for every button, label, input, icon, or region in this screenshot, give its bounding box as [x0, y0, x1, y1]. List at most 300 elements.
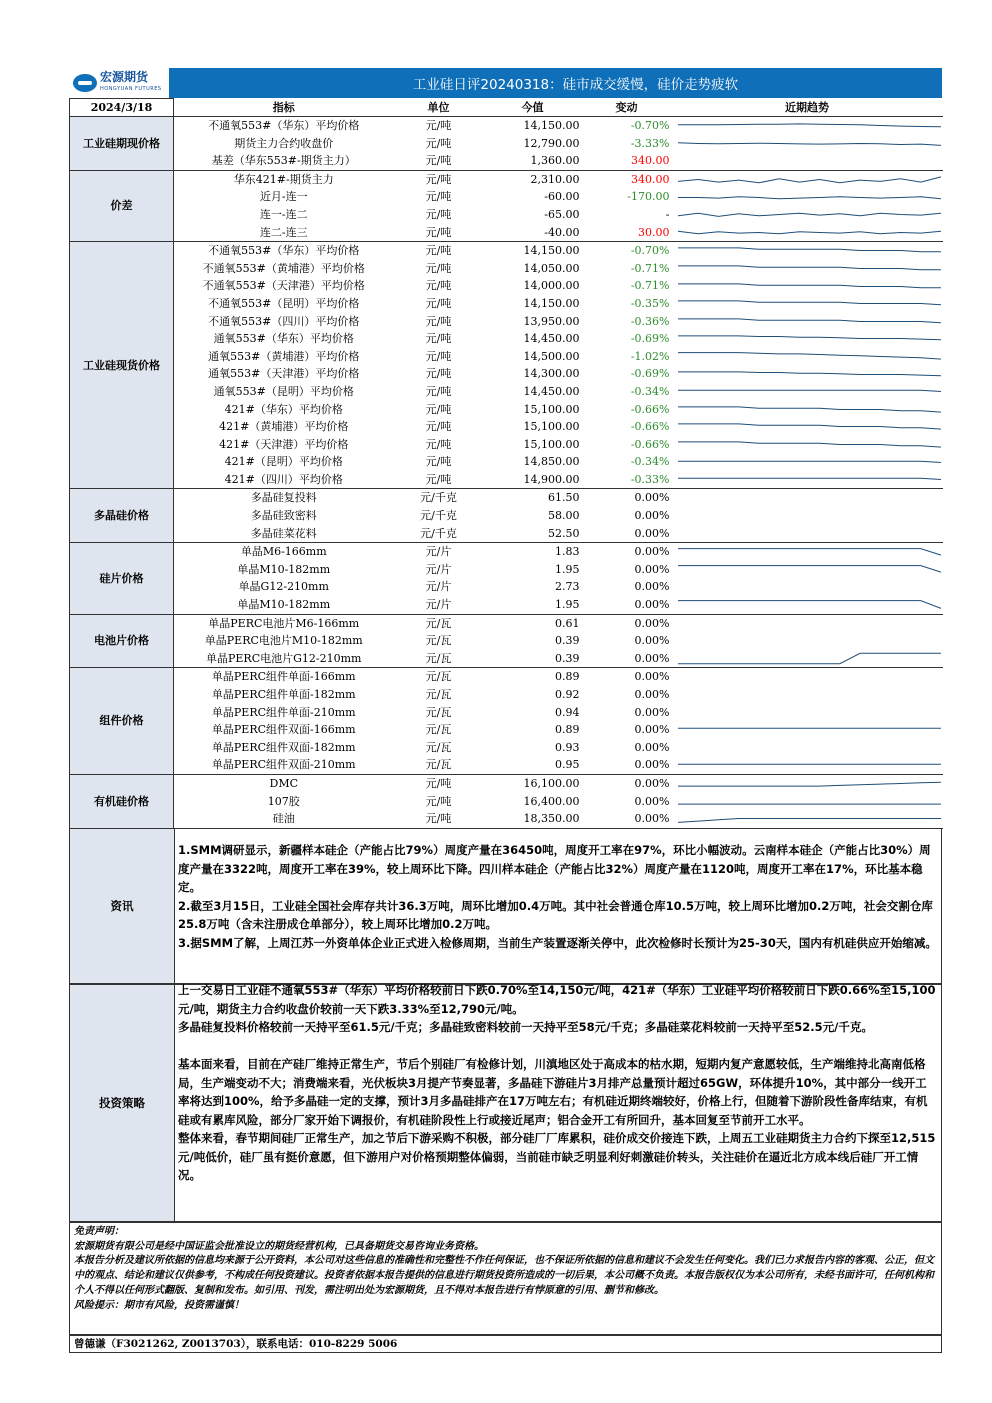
indicator-name: 421#（华东）平均价格 — [224, 402, 343, 416]
sparkline-path — [678, 353, 941, 360]
unit-cell: 元/吨 — [394, 471, 484, 489]
sparkline-path — [678, 601, 941, 609]
trend-cell — [672, 739, 943, 757]
indicator-name: 421#（天津港）平均价格 — [219, 437, 349, 451]
sparkline — [674, 490, 943, 507]
table-row — [70, 793, 943, 811]
value-cell: 0.89 — [555, 670, 580, 684]
sparkline-path — [678, 478, 941, 479]
table-row — [70, 260, 943, 278]
value-cell: 1,360.00 — [484, 152, 582, 170]
value-cell: 14,300.00 — [523, 367, 580, 381]
value-cell: 61.50 — [548, 491, 580, 505]
table-row — [70, 650, 943, 668]
sparkline — [674, 793, 943, 810]
table-row — [70, 206, 943, 224]
table-row — [70, 686, 943, 704]
unit-cell: 元/瓦 — [425, 634, 452, 648]
change-cell: -3.33% — [630, 136, 670, 150]
value-cell: 12,790.00 — [523, 136, 580, 150]
trend-cell — [672, 401, 943, 419]
unit-cell: 元/片 — [394, 596, 484, 614]
table-row — [70, 739, 943, 757]
table-row — [70, 543, 943, 561]
disclaimer-text — [74, 1240, 937, 1314]
table-row — [70, 152, 943, 170]
sparkline-path — [678, 390, 941, 391]
value-cell: 0.61 — [555, 616, 580, 630]
sparkline-path — [678, 319, 941, 323]
indicator-name: 单晶M10-182mm — [237, 562, 331, 576]
value-cell: 14,500.00 — [523, 349, 580, 363]
table-row — [70, 330, 943, 348]
strategy-paragraph: 多晶硅复投料价格较前一天持平至61.5元/千克；多晶硅致密料较前一天持平至58元/千克；多晶硅菜花料较前一天持平至52.5元/千克。 — [178, 1020, 873, 1034]
sparkline — [674, 775, 943, 792]
strategy-body — [174, 979, 941, 1221]
change-cell: 0.00% — [634, 545, 670, 559]
unit-cell: 元/吨 — [425, 296, 452, 310]
value-cell: 15,100.00 — [523, 420, 580, 434]
indicator-name: 连二-连三 — [174, 224, 394, 242]
change-cell: 0.00% — [634, 634, 670, 648]
change-cell: 30.00 — [582, 224, 672, 242]
trend-cell — [672, 418, 943, 436]
indicator-name: 通氧553#（昆明）平均价格 — [213, 384, 354, 398]
trend-cell — [672, 453, 943, 471]
sparkline — [674, 596, 943, 613]
change-cell: 0.00% — [634, 509, 670, 523]
sparkline-path — [678, 284, 941, 288]
change-cell: -0.70% — [630, 244, 670, 258]
indicator-name: 不通氧553#（华东）平均价格 — [208, 119, 360, 132]
value-cell: 2,310.00 — [530, 172, 580, 186]
sparkline-path — [678, 442, 941, 447]
report-title: 工业硅日评20240318：硅市成交缓慢，硅价走势疲软 — [412, 77, 739, 93]
table-row — [70, 295, 943, 313]
indicator-name: 单晶G12-210mm — [238, 580, 329, 594]
change-cell: -0.34% — [630, 455, 670, 469]
table-row — [70, 810, 943, 828]
change-cell: 0.00% — [634, 562, 670, 576]
sparkline-path — [678, 196, 941, 198]
change-cell: 0.00% — [634, 705, 670, 719]
trend-cell — [672, 704, 943, 722]
indicator-name: 多晶硅致密料 — [250, 509, 317, 523]
value-cell: 58.00 — [548, 509, 580, 523]
indicator-name: 多晶硅复投料 — [250, 491, 317, 505]
change-cell: -0.66% — [630, 437, 670, 451]
news-label: 资讯 — [70, 829, 175, 983]
value-cell: 14,150.00 — [523, 296, 580, 310]
value-cell: 14,150.00 — [523, 119, 580, 132]
trend-cell — [672, 277, 943, 295]
table-row — [70, 596, 943, 614]
sparkline — [674, 189, 943, 206]
disclaimer-heading: 免责声明： — [74, 1226, 124, 1237]
value-cell: 14,000.00 — [523, 279, 580, 293]
value-cell: 0.92 — [555, 688, 580, 701]
trend-cell — [672, 721, 943, 739]
unit-cell: 元/吨 — [425, 455, 452, 469]
change-cell: 0.00% — [634, 740, 670, 754]
sparkline-path — [678, 653, 941, 663]
sparkline-path — [678, 782, 941, 786]
sparkline — [674, 152, 943, 169]
unit-cell: 元/瓦 — [425, 616, 452, 630]
change-cell: 0.00% — [582, 525, 672, 543]
change-cell: -1.02% — [630, 349, 670, 363]
change-cell: -0.71% — [630, 261, 670, 275]
report-title-bar — [169, 68, 942, 98]
value-cell: 1.95 — [555, 562, 580, 576]
sparkline — [674, 544, 943, 561]
indicator-name: 华东421#-期货主力 — [233, 172, 334, 186]
change-cell: -0.70% — [630, 119, 670, 132]
change-cell: -0.34% — [630, 384, 670, 398]
value-cell: -65.00 — [544, 207, 580, 221]
unit-cell: 元/吨 — [425, 402, 452, 416]
value-cell: 16,400.00 — [523, 794, 580, 808]
value-cell: 15,100.00 — [523, 402, 580, 416]
trend-cell — [672, 188, 943, 206]
report-header — [69, 68, 942, 98]
sparkline — [674, 330, 943, 347]
strategy-paragraph: 上一交易日工业硅不通氧553#（华东）平均价格较前日下跌0.70%至14,150元/吨，421#（华东）工业硅平均价格较前日下跌0.66%至15,100元/吨，期货主力合约收盘价较前一天下跌3.33%至12,790元/吨。 — [178, 983, 936, 1016]
sparkline-path — [678, 461, 941, 462]
table-row — [70, 365, 943, 383]
value-cell: 13,950.00 — [523, 314, 580, 328]
sparkline — [674, 117, 943, 134]
indicator-name: 不通氧553#（四川）平均价格 — [208, 314, 360, 328]
header-value: 今值 — [484, 99, 582, 117]
strategy-label: 投资策略 — [70, 985, 175, 1221]
unit-cell: 元/片 — [425, 545, 452, 559]
sparkline-path — [678, 301, 941, 305]
value-cell: 1.95 — [484, 596, 582, 614]
value-cell: 0.93 — [555, 740, 580, 754]
category-label: 工业硅现货价格 — [70, 242, 174, 489]
change-cell: -0.66% — [630, 402, 670, 416]
category-label: 电池片价格 — [70, 614, 174, 668]
header-date: 2024/3/18 — [70, 99, 174, 117]
unit-cell: 元/吨 — [425, 136, 452, 150]
table-row — [70, 453, 943, 471]
unit-cell: 元/瓦 — [394, 650, 484, 668]
trend-cell — [672, 348, 943, 366]
table-row — [70, 401, 943, 419]
sparkline — [674, 224, 943, 241]
news-body — [174, 829, 941, 983]
trend-cell — [672, 614, 943, 632]
table-row — [70, 313, 943, 331]
sparkline-path — [678, 124, 941, 127]
logo-name: 宏源期货 — [100, 70, 149, 84]
value-cell: 0.94 — [555, 705, 580, 719]
table-row — [70, 704, 943, 722]
change-cell: 0.00% — [634, 491, 670, 505]
table-row — [70, 489, 943, 507]
table-row — [70, 614, 943, 632]
trend-cell — [672, 224, 943, 242]
change-cell: -0.69% — [630, 367, 670, 381]
unit-cell: 元/吨 — [425, 384, 452, 398]
trend-cell — [672, 596, 943, 614]
sparkline — [674, 561, 943, 578]
table-row — [70, 721, 943, 739]
change-cell: -0.69% — [630, 332, 670, 346]
sparkline — [674, 525, 943, 542]
news-paragraph: 3.据SMM了解，上周江苏一外资单体企业正式进入检修周期，当前生产装置逐渐关停中，此次检修时长预计为25-30天，国内有机硅供应开始缩减。 — [178, 935, 937, 950]
indicator-name: 单晶PERC组件单面-182mm — [211, 688, 356, 701]
unit-cell: 元/瓦 — [425, 740, 452, 754]
sparkline — [674, 278, 943, 295]
category-label: 硅片价格 — [70, 543, 174, 614]
author-contact: 曾德谦（F3021262, Z0013703），联系电话：010-8229 5006 — [69, 1335, 942, 1353]
category-label: 工业硅期现价格 — [70, 117, 174, 171]
sparkline — [674, 721, 943, 738]
unit-cell: 元/吨 — [425, 314, 452, 328]
indicator-name: 不通氧553#（黄埔港）平均价格 — [202, 261, 365, 275]
sparkline-path — [678, 177, 941, 183]
trend-cell — [672, 383, 943, 401]
unit-cell: 元/吨 — [394, 152, 484, 170]
indicator-name: 单晶PERC电池片M10-182mm — [204, 634, 363, 648]
value-cell: 0.89 — [555, 723, 580, 737]
trend-cell — [672, 774, 943, 792]
table-row — [70, 471, 943, 489]
unit-cell: 元/吨 — [394, 810, 484, 828]
trend-cell — [672, 489, 943, 507]
unit-cell: 元/吨 — [425, 349, 452, 363]
table-row — [70, 348, 943, 366]
table-row — [70, 277, 943, 295]
trend-cell — [672, 578, 943, 596]
disclaimer-section — [69, 1222, 942, 1335]
unit-cell: 元/吨 — [425, 244, 452, 258]
value-cell: 0.39 — [555, 634, 580, 648]
change-cell: 0.00% — [582, 650, 672, 668]
trend-cell — [672, 152, 943, 170]
sparkline-path — [678, 143, 941, 146]
unit-cell: 元/片 — [425, 562, 452, 576]
sparkline — [674, 650, 943, 667]
sparkline-path — [678, 566, 941, 573]
sparkline — [674, 383, 943, 400]
indicator-name: 107胶 — [267, 794, 300, 808]
table-row — [70, 668, 943, 686]
table-row — [70, 525, 943, 543]
value-cell: 14,900.00 — [484, 471, 582, 489]
change-cell: 0.00% — [634, 723, 670, 737]
sparkline — [674, 366, 943, 383]
trend-cell — [672, 365, 943, 383]
trend-cell — [672, 295, 943, 313]
category-label: 多晶硅价格 — [70, 489, 174, 543]
trend-cell — [672, 170, 943, 188]
indicator-name: 不通氧553#（华东）平均价格 — [208, 244, 360, 258]
header-indicator: 指标 — [174, 99, 394, 117]
indicator-name: 不通氧553#（昆明）平均价格 — [208, 296, 360, 310]
change-cell: -170.00 — [627, 190, 670, 204]
change-cell: 0.00% — [634, 776, 670, 790]
change-cell: 0.00% — [582, 756, 672, 774]
sparkline — [674, 507, 943, 524]
change-cell: -0.36% — [630, 314, 670, 328]
change-cell: 0.00% — [634, 670, 670, 684]
indicator-name: 单晶PERC组件双面-166mm — [211, 723, 356, 737]
indicator-name: 近月-连一 — [259, 190, 308, 204]
unit-cell: 元/瓦 — [394, 756, 484, 774]
sparkline — [674, 454, 943, 471]
sparkline-path — [678, 231, 941, 234]
unit-cell: 元/吨 — [425, 261, 452, 275]
sparkline — [674, 348, 943, 365]
unit-cell: 元/千克 — [420, 509, 457, 523]
indicator-name: 连一-连二 — [259, 207, 308, 221]
news-paragraph: 1.SMM调研显示，新疆样本硅企（产能占比79%）周度产量在36450吨，周度开工率在97%，环比小幅波动。云南样本硅企（产能占比30%）周度产量在3322吨，周度开工率在39%，较上周环比下降。四川样本硅企（产能占比32%）周度产量在1120吨，周度开工率在17%，环比基本稳定。 — [178, 843, 931, 894]
indicator-name: 421#（昆明）平均价格 — [224, 455, 343, 469]
sparkline-path — [678, 372, 941, 376]
unit-cell: 元/瓦 — [425, 705, 452, 719]
strategy-paragraph: 整体来看，春节期间硅厂正常生产，加之节后下游采购不积极，部分硅厂厂库累积，硅价成交价接连下跌，上周五工业硅期货主力合约下探至12,515元/吨低价，硅厂虽有挺价意愿，但下游用户对价格预期整体偏弱，当前硅市缺乏明显利好刺激硅价转头，关注硅价在逼近北方成本线后硅厂开工情况。 — [178, 1131, 936, 1182]
header-unit: 单位 — [394, 99, 484, 117]
trend-cell — [672, 668, 943, 686]
sparkline — [674, 418, 943, 435]
sparkline — [674, 633, 943, 650]
table-row — [70, 507, 943, 525]
indicator-name: 单晶PERC组件单面-166mm — [211, 670, 356, 684]
sparkline — [674, 704, 943, 721]
change-cell: 0.00% — [634, 580, 670, 594]
table-row — [70, 578, 943, 596]
trend-cell — [672, 686, 943, 704]
sparkline — [674, 295, 943, 312]
trend-cell — [672, 135, 943, 153]
trend-cell — [672, 632, 943, 650]
change-cell: 0.00% — [582, 810, 672, 828]
trend-cell — [672, 561, 943, 579]
disclaimer-line: 风险提示：期市有风险，投资需谨慎！ — [74, 1299, 244, 1311]
table-row — [70, 117, 943, 135]
report-page — [69, 68, 942, 1350]
change-cell: 340.00 — [631, 172, 670, 186]
unit-cell: 元/吨 — [425, 207, 452, 221]
strategy-paragraph: 基本面来看，目前在产硅厂维持正常生产，节后个别硅厂有检修计划，川滇地区处于高成本的枯水期，短期内复产意愿较低，生产端维持北高南低格局，生产端变动不大；消费端来看，光伏板块3月提产节奏显著，多晶硅下游硅片3月排产总量预计超过65GW，环体提升10%，其中部分一线开工率将达到100%，给予多晶硅一定的支撑，预计3月多晶硅排产在17万吨左右；有机硅近期终端较好，价格上行，但随着下游阶段性备库结束，有机硅或有累库风险，部分厂家开始下调报价，有机硅阶段性上行或接近尾声；铝合金开工有所回升，基本回复至节前开工水平。 — [178, 1057, 928, 1127]
table-header-row — [70, 99, 943, 117]
table-row — [70, 188, 943, 206]
indicator-name: 期货主力合约收盘价 — [234, 136, 334, 150]
change-cell: 0.00% — [634, 688, 670, 701]
unit-cell: 元/吨 — [425, 776, 452, 790]
indicator-name: 单晶PERC组件单面-210mm — [211, 705, 356, 719]
unit-cell: 元/吨 — [425, 119, 452, 132]
indicator-name: 通氧553#（黄埔港）平均价格 — [208, 349, 360, 363]
news-section — [69, 828, 942, 984]
unit-cell: 元/吨 — [425, 794, 452, 808]
sparkline — [674, 669, 943, 686]
unit-cell: 元/吨 — [425, 332, 452, 346]
change-cell: 0.00% — [634, 616, 670, 630]
trend-cell — [672, 313, 943, 331]
sparkline-path — [678, 407, 941, 412]
sparkline — [674, 206, 943, 223]
unit-cell: 元/吨 — [425, 279, 452, 293]
trend-cell — [672, 436, 943, 454]
disclaimer-line: 本报告分析及建议所依据的信息均来源于公开资料，本公司对这些信息的准确性和完整性不作任何保证，也不保证所依据的信息和建议不会发生任何变化。我们已力求报告内容的客观、公正，但文中的观点、结论和建议仅供参考，不构成任何投资建议。投资者依据本报告提供的信息进行期货投资所造成的一切后果，本公司概不负责。本报告版权仅为本公司所有，未经书面许可，任何机构和个人不得以任何形式翻版、复制和发布。如引用、刊发，需注明出处为宏源期货，且不得对本报告进行有悖原意的引用、删节和修改。 — [74, 1255, 934, 1296]
unit-cell: 元/千克 — [420, 491, 457, 505]
sparkline-path — [678, 266, 941, 270]
indicator-name: 421#（四川）平均价格 — [174, 471, 394, 489]
indicator-name: 不通氧553#（天津港）平均价格 — [202, 279, 365, 293]
trend-cell — [672, 810, 943, 828]
unit-cell: 元/瓦 — [425, 688, 452, 701]
category-label: 有机硅价格 — [70, 774, 174, 828]
indicator-name: 单晶PERC组件双面-182mm — [211, 740, 356, 754]
trend-cell — [672, 242, 943, 260]
value-cell: 2.73 — [555, 580, 580, 594]
unit-cell: 元/片 — [425, 580, 452, 594]
change-cell: 340.00 — [582, 152, 672, 170]
trend-cell — [672, 330, 943, 348]
change-cell: -0.35% — [630, 296, 670, 310]
category-label: 价差 — [70, 170, 174, 241]
trend-cell — [672, 117, 943, 135]
news-paragraph: 2.截至3月15日，工业硅全国社会库存共计36.3万吨，周环比增加0.4万吨。其中社会普通仓库10.5万吨，较上周环比增加0.2万吨，社会交割仓库25.8万吨（含未注册成仓单部分），较上周环比增加0.2万吨。 — [178, 898, 933, 931]
table-row — [70, 418, 943, 436]
unit-cell: 元/吨 — [425, 420, 452, 434]
unit-cell: 元/吨 — [425, 190, 452, 204]
value-cell: 14,450.00 — [523, 384, 580, 398]
sparkline — [674, 615, 943, 632]
sparkline-path — [678, 213, 941, 216]
strategy-section — [69, 984, 942, 1222]
change-cell: -0.33% — [582, 471, 672, 489]
header-change: 变动 — [582, 99, 672, 117]
indicator-name: 单晶M6-166mm — [240, 545, 327, 559]
logo-emblem-icon — [73, 74, 97, 92]
value-cell: 15,100.00 — [523, 437, 580, 451]
unit-cell: 元/瓦 — [425, 670, 452, 684]
change-cell: 0.00% — [634, 794, 670, 808]
value-cell: 0.95 — [484, 756, 582, 774]
trend-cell — [672, 650, 943, 668]
table-row — [70, 756, 943, 774]
value-cell: 14,150.00 — [523, 244, 580, 258]
value-cell: 16,100.00 — [523, 776, 580, 790]
value-cell: 14,850.00 — [523, 455, 580, 469]
unit-cell: 元/吨 — [425, 437, 452, 451]
table-row — [70, 170, 943, 188]
sparkline — [674, 135, 943, 152]
trend-cell — [672, 543, 943, 561]
indicator-name: 通氧553#（华东）平均价格 — [213, 332, 354, 346]
trend-cell — [672, 471, 943, 489]
price-table — [69, 98, 943, 829]
sparkline — [674, 313, 943, 330]
table-row — [70, 436, 943, 454]
table-row — [70, 242, 943, 260]
strategy-paragraph — [178, 1037, 937, 1056]
indicator-name: 单晶PERC电池片M6-166mm — [208, 616, 360, 630]
trend-cell — [672, 206, 943, 224]
value-cell: 18,350.00 — [484, 810, 582, 828]
trend-cell — [672, 260, 943, 278]
sparkline — [674, 401, 943, 418]
sparkline — [674, 579, 943, 596]
disclaimer-line: 宏源期货有限公司是经中国证监会批准设立的期货经营机构，已具备期货交易咨询业务资格。 — [74, 1240, 484, 1252]
sparkline-path — [678, 548, 941, 555]
indicator-name: 单晶M10-182mm — [174, 596, 394, 614]
